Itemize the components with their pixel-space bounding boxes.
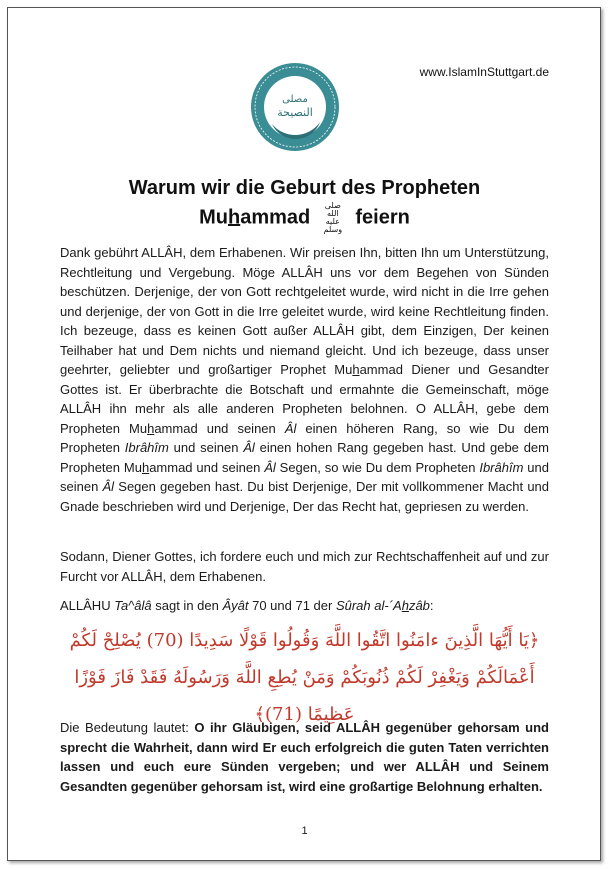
page-number: 1: [301, 825, 308, 837]
salawat-glyph: صلى الله عليه وسلم: [323, 201, 343, 234]
logo-line-1: مصلى: [282, 94, 308, 105]
title-line-2: Muhammad صلى الله عليه وسلم feiern: [199, 201, 410, 234]
an-nasihah-logo: [250, 62, 340, 152]
paragraph-exhortation: Sodann, Diener Gottes, ich fordere euch und mich zur Rechtschaffenheit auf und zur Furcht vor ALLÂH, dem Erhabenen.: [60, 549, 549, 584]
arabic-verse: ﴿يَا أَيُّهَا الَّذِينَ ءامَنُوا اتَّقُوا اللَّهَ وَقُولُوا قَوْلًا سَدِيدًا (70) يُصْلِحْ لَكُمْ أَعْمَالَكُمْ وَيَغْفِرْ لَكُمْ ذُنُوبَكُمْ وَمَنْ يُطِعِ اللَّهَ وَرَسُولَهُ فَقَدْ فَازَ فَوْزًا عَظِيمًا (71)﴾: [69, 630, 540, 725]
page-title: [60, 175, 549, 234]
site-url[interactable]: www.IslamInStuttgart.de: [419, 65, 549, 79]
logo-line-2: النصيحة: [277, 106, 313, 119]
title-line-1: Warum wir die Geburt des Propheten: [128, 177, 481, 199]
verse-meaning: Die Bedeutung lautet: O ihr Gläubigen, seid ALLÂH gegenüber gehorsam und sprecht die Wahrheit, dann wird Er euch erfolgreich die guten Taten verrichten lassen und euch eure Sünden vergeben; und wer ALLÂH und Seinem Gesandten gegenüber gehorsam ist, wird eine großartige Belohnung erhalten.: [60, 720, 549, 794]
paragraph-verse-intro: ALLÂHU Ta^âlâ sagt in den Âyât 70 und 71 der Sûrah al-´Ahzâb:: [60, 598, 434, 613]
paragraph-introduction: Dank gebührt ALLÂH, dem Erhabenen. Wir preisen Ihn, bitten Ihn um Unterstützung, Rechtleitung und Vergebung. Möge ALLÂH uns vor dem Begehen von Sünden beschützen. Derjenige, der von Gott rechtgeleitet wurde, wird nicht in die Irre gehen und derjenige, der von Gott in die Irre geleitet wurde, wird keine Rechtleitung finden. Ich bezeuge, dass es keinen Gott außer ALLÂH gibt, dem Einzigen, Der keinen Teilhaber hat und Dem nichts und niemand gleicht. Und ich bezeuge, dass unser geehrter, geliebter und großartiger Prophet Muhammad Diener und Gesandter Gottes ist. Er überbrachte die Botschaft und ermahnte die Gemeinschaft, möge ALLÂH ihn mehr als alle anderen Propheten belohnen. O ALLÂH, gebe dem Propheten Muhammad und seinen Âl einen höheren Rang, so wie Du dem Propheten Ibrâhîm und seinen Âl einen hohen Rang gegeben hast. Und gebe dem Propheten Muhammad und seinen Âl Segen, so wie Du dem Propheten Ibrâhîm und seinen Âl Segen gegeben hast. Du bist Derjenige, Der mit vollkommener Macht und Gnade beschrieben wird und Derjenige, Der das Recht hat, gepriesen zu werden.: [60, 245, 550, 514]
